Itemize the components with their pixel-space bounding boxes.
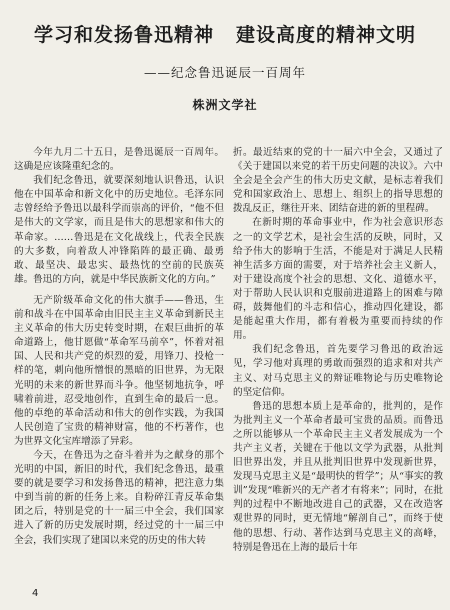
article-subtitle: ——纪念鲁迅诞辰一百周年 xyxy=(143,65,306,80)
paragraph: 我们纪念鲁迅，就要深刻地认识鲁迅，认识他在中国革命和新文化中的历史地位。毛泽东同志曾经给予鲁迅以最科学而崇高的评价，“他不但是伟大的文学家，而且是伟大的思想家和伟大的革命家。……鲁迅是在文化战线上，代表全民族的大多数，向着敌人冲锋陷阵的最正确、最勇敢、最坚决、最忠实、最热忱的空前的民族英雄。鲁迅的方向，就是中华民族新文化的方向。” xyxy=(14,175,224,285)
left-text-column xyxy=(14,146,224,584)
paragraph: 在新时期的革命事业中，作为社会意识形态之一的文学艺术，是社会生活的反映，同时，又给予伟大的影响于生活，不能是对于满足人民精神生活多方面的需要，对于培养社会主义新人，对于建设高度个社会的思想、文化、道德水平，对于帮助人民认识和克服前进道路上的困难与障碍，鼓舞他们的斗志和信心，推动四化建设，都是能起重大作用，都有着极为重要而持续的作用。 xyxy=(233,217,443,342)
title-second: 建设高度的精神文明 xyxy=(236,24,417,46)
paragraph: 今天，在鲁迅为之奋斗着并为之献身的那个光明的中国，新旧的时代，我们纪念鲁迅，最重要的就是要学习和发扬鲁迅的精神，把注意力集中到当前的新的任务上来。自粉碎江青反革命集团之后，特别是党的十一届三中全会，我们国家进入了新的历史发展时期，经过党的十一届三中全会，我们实现了建国以来党的历史的伟大转 xyxy=(14,449,224,546)
article-title xyxy=(0,20,450,47)
page-number: 4 xyxy=(32,588,39,599)
paragraph: 今年九月二十五日，是鲁迅诞辰一百周年。这确是应该隆重纪念的。 xyxy=(14,147,224,173)
right-text-column xyxy=(233,146,443,584)
paragraph: 我们纪念鲁迅，首先要学习鲁迅的政治远见，学习他对真理的勇敢而强烈的追求和对共产主义、对马克思主义的辩证唯物论与历史唯物论的坚定信仰。 xyxy=(233,344,443,398)
article-author: 株洲文学社 xyxy=(192,98,258,112)
paragraph: 鲁迅的思想本质上是革命的，批判的，是作为批判主义一个革命者最可宝贵的品质。而鲁迅之所以能够从一个革命民主主义者发展成为一个共产主义者，关键在于他以文学为武器，从批判旧世界出发，并且从批判旧世界中发现新世界，发现马克思主义是“最明快的哲学”；从“事实的教训”发现“唯新兴的无产者才有将来”；同时，在批判的过程中不断地改进自己的武器，又在改造客观世界的同时，更无情地“解剖自己”，而终于使他的思想、行动、著作达到马克思主义的高峰，特别是鲁迅在上海的最后十年 xyxy=(233,400,443,553)
paragraph: 无产阶级革命文化的伟大旗手——鲁迅，生前和战斗在中国革命由旧民主主义革命到新民主主义革命的伟大历史转变时期，在艰巨曲折的革命道路上，他甘愿做“革命军马前卒”，怀着对祖国、人民和共产党的炽烈的爱，用锋刀、投枪一样的笔，刺向他所憎恨的黑暗的旧世界，为无限光明的未来的新世界而斗争。他坚韧地抗争，呼啸着前进，忍受地创作，直到生命的最后一息。他的卓绝的革命活动和伟大的创作实践，为我国人民创造了宝贵的精神财富，他的不朽著作，也为世界文化宝库增添了异彩。 xyxy=(14,294,224,447)
title-main: 学习和发扬鲁迅精神 xyxy=(33,24,214,46)
paragraph: 折。最近结束的党的十一届六中全会，又通过了《关于建国以来党的若干历史问题的决议》。六中全会是全会产生的伟大历史文献，是标志着我们党和国家政治上、思想上、组织上的指导思想的拨乱反正，继往开来、团结奋进的新的里程碑。 xyxy=(233,147,443,215)
